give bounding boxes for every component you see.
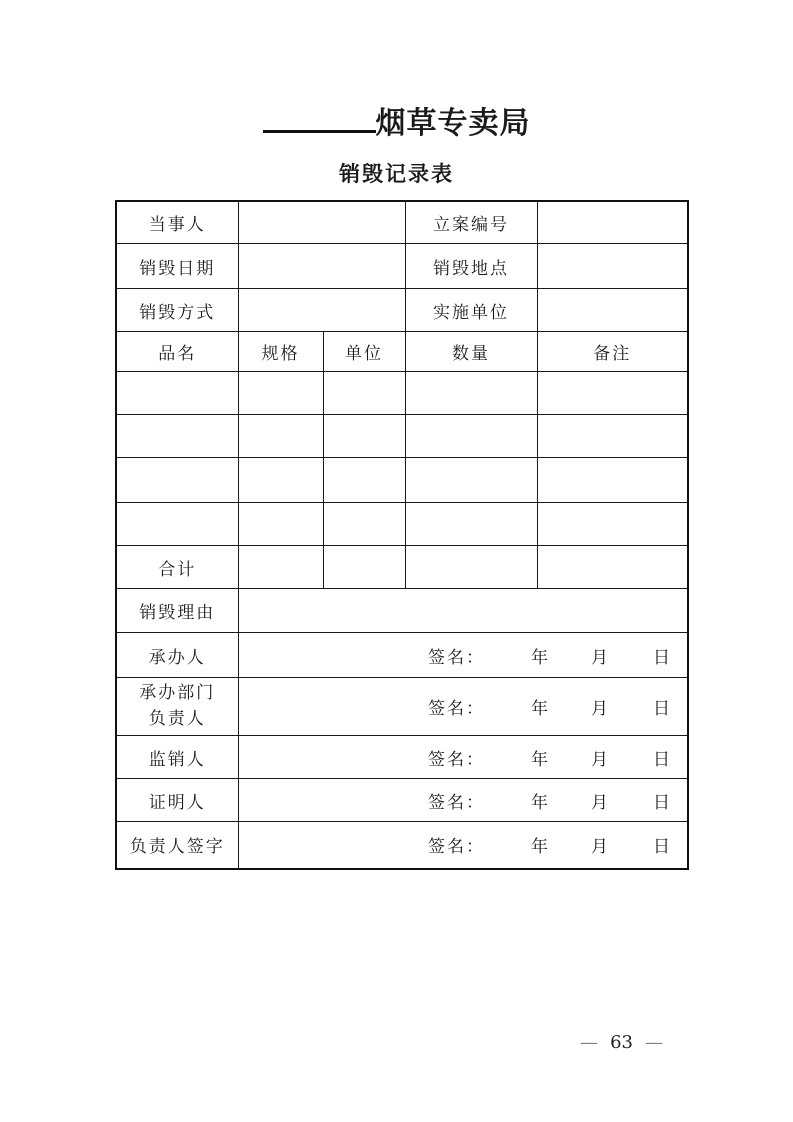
day-label: 日 bbox=[653, 749, 672, 770]
item-quantity-cell bbox=[405, 372, 537, 415]
destruction-record-table bbox=[115, 200, 689, 870]
item-unit-cell bbox=[323, 415, 405, 458]
item-spec-cell bbox=[238, 372, 323, 415]
signature-row-handler bbox=[116, 633, 688, 678]
col-header-remark: 备注 bbox=[537, 332, 688, 372]
day-label: 日 bbox=[653, 792, 672, 813]
destroy-method-label: 销毁方式 bbox=[116, 289, 238, 332]
item-name-cell bbox=[116, 372, 238, 415]
head-signature-label: 负责人签字 bbox=[116, 822, 238, 869]
destroy-date-label: 销毁日期 bbox=[116, 244, 238, 289]
year-label: 年 bbox=[531, 699, 550, 719]
page-number bbox=[580, 1032, 663, 1053]
destroy-place-label: 销毁地点 bbox=[405, 244, 537, 289]
item-spec-cell bbox=[238, 415, 323, 458]
info-row-party bbox=[116, 201, 688, 244]
total-label: 合计 bbox=[116, 546, 238, 589]
month-label: 月 bbox=[591, 749, 610, 770]
col-header-quantity: 数量 bbox=[405, 332, 537, 372]
item-quantity-cell bbox=[405, 503, 537, 546]
handler-dept-head-label: 承办部门 负责人 bbox=[116, 678, 238, 736]
signature-line bbox=[239, 694, 688, 719]
day-label: 日 bbox=[653, 837, 672, 858]
month-label: 月 bbox=[591, 837, 610, 858]
party-label: 当事人 bbox=[116, 201, 238, 244]
handler-signature-cell bbox=[238, 633, 688, 678]
dept-head-signature-cell bbox=[238, 678, 688, 736]
day-label: 日 bbox=[653, 699, 672, 719]
item-unit-cell bbox=[323, 458, 405, 503]
item-row bbox=[116, 372, 688, 415]
org-title bbox=[0, 0, 793, 143]
reason-row bbox=[116, 589, 688, 633]
sign-label: 签名： bbox=[428, 749, 485, 770]
month-label: 月 bbox=[591, 792, 610, 813]
item-remark-cell bbox=[537, 372, 688, 415]
year-label: 年 bbox=[531, 647, 550, 668]
signature-row-dept-head bbox=[116, 678, 688, 736]
signature-row-witness bbox=[116, 779, 688, 822]
item-unit-cell bbox=[323, 503, 405, 546]
org-title-text: 烟草专卖局 bbox=[375, 106, 531, 141]
signature-line bbox=[239, 788, 688, 813]
signature-line bbox=[239, 745, 688, 770]
form-title: 销毁记录表 bbox=[339, 161, 454, 186]
item-spec-cell bbox=[238, 503, 323, 546]
item-name-cell bbox=[116, 503, 238, 546]
year-label: 年 bbox=[531, 792, 550, 813]
case-number-label: 立案编号 bbox=[405, 201, 537, 244]
signature-row-head bbox=[116, 822, 688, 869]
item-remark-cell bbox=[537, 458, 688, 503]
item-name-cell bbox=[116, 415, 238, 458]
destroy-place-value-cell bbox=[537, 244, 688, 289]
item-row bbox=[116, 415, 688, 458]
sign-label: 签名： bbox=[428, 647, 485, 668]
signature-line bbox=[239, 643, 688, 668]
total-spec-cell bbox=[238, 546, 323, 589]
item-row bbox=[116, 503, 688, 546]
supervisor-signature-cell bbox=[238, 736, 688, 779]
item-row bbox=[116, 458, 688, 503]
item-unit-cell bbox=[323, 372, 405, 415]
year-label: 年 bbox=[531, 749, 550, 770]
month-label: 月 bbox=[591, 699, 610, 719]
sign-label: 签名： bbox=[428, 792, 485, 813]
page-number-dash-right: — bbox=[645, 1032, 663, 1053]
signature-row-supervisor bbox=[116, 736, 688, 779]
info-row-method bbox=[116, 289, 688, 332]
col-header-spec: 规格 bbox=[238, 332, 323, 372]
item-quantity-cell bbox=[405, 458, 537, 503]
org-name-blank bbox=[263, 100, 376, 133]
witness-label: 证明人 bbox=[116, 779, 238, 822]
total-row bbox=[116, 546, 688, 589]
item-name-cell bbox=[116, 458, 238, 503]
items-header-row bbox=[116, 332, 688, 372]
item-spec-cell bbox=[238, 458, 323, 503]
total-remark-cell bbox=[537, 546, 688, 589]
reason-label: 销毁理由 bbox=[116, 589, 238, 633]
signature-line bbox=[239, 832, 688, 857]
total-unit-cell bbox=[323, 546, 405, 589]
implement-unit-value-cell bbox=[537, 289, 688, 332]
item-quantity-cell bbox=[405, 415, 537, 458]
witness-signature-cell bbox=[238, 779, 688, 822]
case-number-value-cell bbox=[537, 201, 688, 244]
day-label: 日 bbox=[653, 647, 672, 668]
handler-label: 承办人 bbox=[116, 633, 238, 678]
sign-label: 签名： bbox=[428, 837, 485, 858]
destroy-method-value-cell bbox=[238, 289, 405, 332]
page-number-dash-left: — bbox=[580, 1032, 599, 1053]
sign-label: 签名： bbox=[428, 699, 485, 719]
reason-value-cell bbox=[238, 589, 688, 633]
party-value-cell bbox=[238, 201, 405, 244]
col-header-unit: 单位 bbox=[323, 332, 405, 372]
month-label: 月 bbox=[591, 647, 610, 668]
total-quantity-cell bbox=[405, 546, 537, 589]
head-signature-cell bbox=[238, 822, 688, 869]
implement-unit-label: 实施单位 bbox=[405, 289, 537, 332]
year-label: 年 bbox=[531, 837, 550, 858]
item-remark-cell bbox=[537, 415, 688, 458]
destroy-date-value-cell bbox=[238, 244, 405, 289]
item-remark-cell bbox=[537, 503, 688, 546]
supervisor-label: 监销人 bbox=[116, 736, 238, 779]
info-row-date bbox=[116, 244, 688, 289]
col-header-product-name: 品名 bbox=[116, 332, 238, 372]
page-number-value: 63 bbox=[610, 1032, 633, 1053]
